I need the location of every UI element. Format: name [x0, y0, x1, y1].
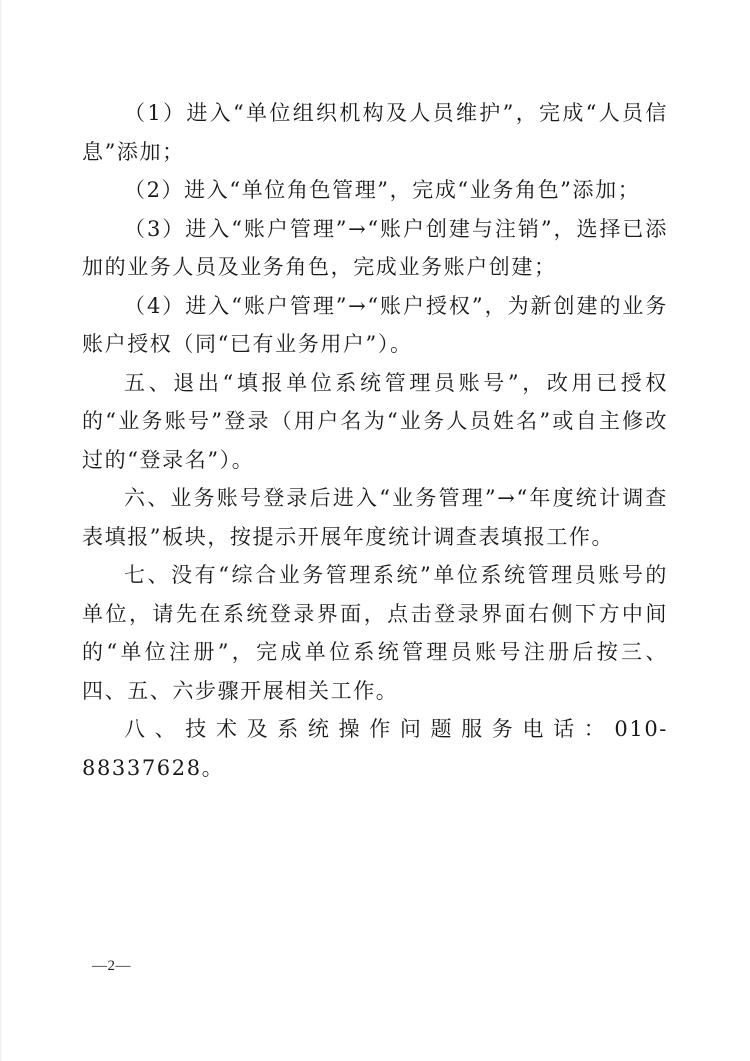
step-3-paragraph: （3）进入“账户管理”→“账户创建与注销”，选择已添加的业务人员及业务角色，完成业务账户创建；: [82, 216, 668, 279]
step-1-paragraph: （1）进入“单位组织机构及人员维护”，完成“人员信息”添加；: [82, 101, 668, 164]
page-number: —2—: [92, 958, 131, 974]
scan-edge: [0, 0, 2, 1061]
document-body: [82, 94, 668, 787]
section-8-paragraph: 八、技术及系统操作问题服务电话：010-88337628。: [82, 717, 668, 780]
step-4-paragraph: （4）进入“账户管理”→“账户授权”，为新创建的业务账户授权（同“已有业务用户”）。: [82, 293, 668, 356]
section-6-paragraph: 六、业务账号登录后进入“业务管理”→“年度统计调查表填报”板块，按提示开展年度统计调查表填报工作。: [82, 486, 668, 549]
step-2-paragraph: （2）进入“单位角色管理”，完成“业务角色”添加；: [124, 178, 641, 202]
section-5-paragraph: 五、退出“填报单位系统管理员账号”，改用已授权的“业务账号”登录（用户名为“业务人员姓名”或自主修改过的“登录名”）。: [82, 370, 668, 472]
section-7-paragraph: 七、没有“综合业务管理系统”单位系统管理员账号的单位，请先在系统登录界面，点击登录界面右侧下方中间的“单位注册”，完成单位系统管理员账号注册后按三、四、五、六步骤开展相关工作。: [82, 563, 668, 703]
